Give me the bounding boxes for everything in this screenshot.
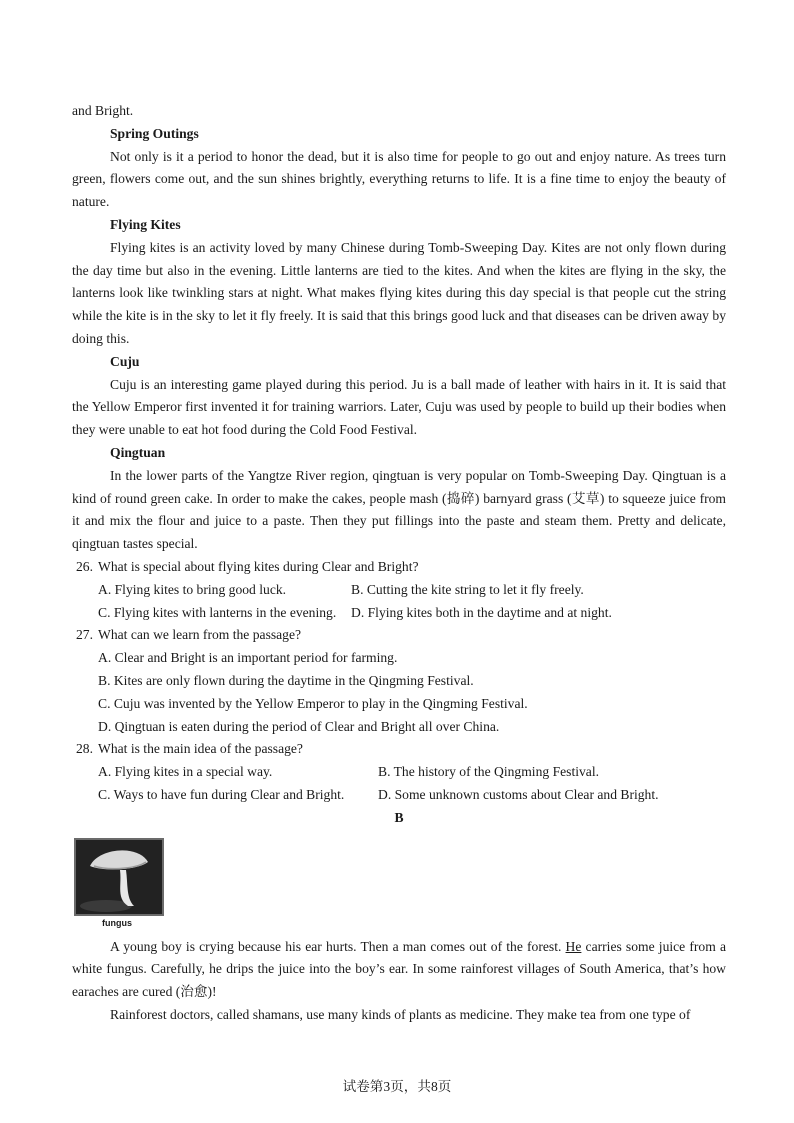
section-heading: Cuju [110, 353, 140, 369]
option-c: C. Cuju was invented by the Yellow Emperor to play in the Qingming Festival. [98, 695, 528, 711]
question-number: 27. [76, 627, 93, 643]
question-26 [72, 556, 726, 579]
option-a: A. Clear and Bright is an important period for farming. [98, 650, 398, 666]
fungus-image [74, 838, 164, 916]
section-heading: Qingtuan [110, 444, 166, 460]
option-c: C. Ways to have fun during Clear and Bright. [98, 786, 345, 802]
passage-b-paragraph-2: Rainforest doctors, called shamans, use many kinds of plants as medicine. They make tea from one type of [110, 1006, 691, 1022]
option-b: B. The history of the Qingming Festival. [378, 764, 600, 780]
question-text: What is special about flying kites during Clear and Bright? [98, 558, 419, 574]
figure-caption: fungus [102, 917, 132, 928]
option-d: D. Flying kites both in the daytime and at night. [351, 604, 612, 620]
section-paragraph: In the lower parts of the Yangtze River region, qingtuan is very popular on Tomb-Sweeping Day. Qingtuan is a kind of round green cake. In order to make the cakes, people mash (捣碎) barnyard grass (艾草) to squeeze juice from it and mix the flour and juice to a paste. Then they put fillings into the paste and steam them. Pretty and delicate, qingtuan tastes special. [72, 467, 726, 552]
option-b: B. Kites are only flown during the daytime in the Qingming Festival. [98, 672, 474, 688]
fungus-figure [74, 838, 164, 928]
question-26-options [72, 579, 726, 625]
question-number: 28. [76, 741, 93, 757]
question-text: What is the main idea of the passage? [98, 741, 303, 757]
passage-b-paragraph-1 [72, 936, 726, 1004]
question-text: What can we learn from the passage? [98, 627, 302, 643]
page-footer: 试卷第3页，共8页 [342, 1079, 452, 1094]
option-a: A. Flying kites in a special way. [98, 764, 273, 780]
option-c: C. Flying kites with lanterns in the evening. [98, 604, 337, 620]
section-heading: Flying Kites [110, 216, 181, 232]
underlined-word: He [565, 938, 582, 954]
section-paragraph: Flying kites is an activity loved by many Chinese during Tomb-Sweeping Day. Kites are not only flown during the day time but also in the evening. Little lanterns are tied to the kites. And when the kites are flying in the sky, the lanterns look like twinkling stars at night. What makes flying kites during this day special is that people cut the string while the kite is in the sky to let it fly freely. It is said that this brings good luck and that diseases can be driven away by doing this. [72, 239, 726, 346]
section-b-label: B [394, 809, 404, 825]
question-number: 26. [76, 558, 93, 574]
option-a: A. Flying kites to bring good luck. [98, 581, 287, 597]
section-heading: Spring Outings [110, 125, 199, 141]
question-27 [72, 624, 726, 647]
option-d: D. Some unknown customs about Clear and Bright. [378, 786, 659, 802]
intro-text: and Bright. [72, 103, 134, 118]
page-content [72, 100, 726, 1027]
question-27-options [72, 647, 726, 738]
question-28 [72, 738, 726, 761]
section-paragraph: Not only is it a period to honor the dead, but it is also time for people to go out and enjoy nature. As trees turn green, flowers come out, and the sun shines brightly, everything returns to life. It is a fine time to enjoy the beauty of nature. [72, 148, 726, 210]
section-paragraph: Cuju is an interesting game played during this period. Ju is a ball made of leather with hairs in it. It is said that the Yellow Emperor first invented it for training warriors. Later, Cuju was used by people to build up their bodies when they were unable to eat hot food during the Cold Food Festival. [72, 376, 726, 438]
passage-text: A young boy is crying because his ear hurts. Then a man comes out of the forest. [110, 938, 566, 954]
option-d: D. Qingtuan is eaten during the period of Clear and Bright all over China. [98, 718, 500, 734]
mushroom-illustration [76, 840, 162, 914]
option-b: B. Cutting the kite string to let it fly freely. [351, 581, 584, 597]
passage-text: carries some juice from a white fungus. Carefully, he drips the juice into the boy’s ear. In some rainforest villages of South America, that’s how earaches are cured (治愈)! [72, 938, 726, 1000]
question-28-options [72, 761, 726, 807]
